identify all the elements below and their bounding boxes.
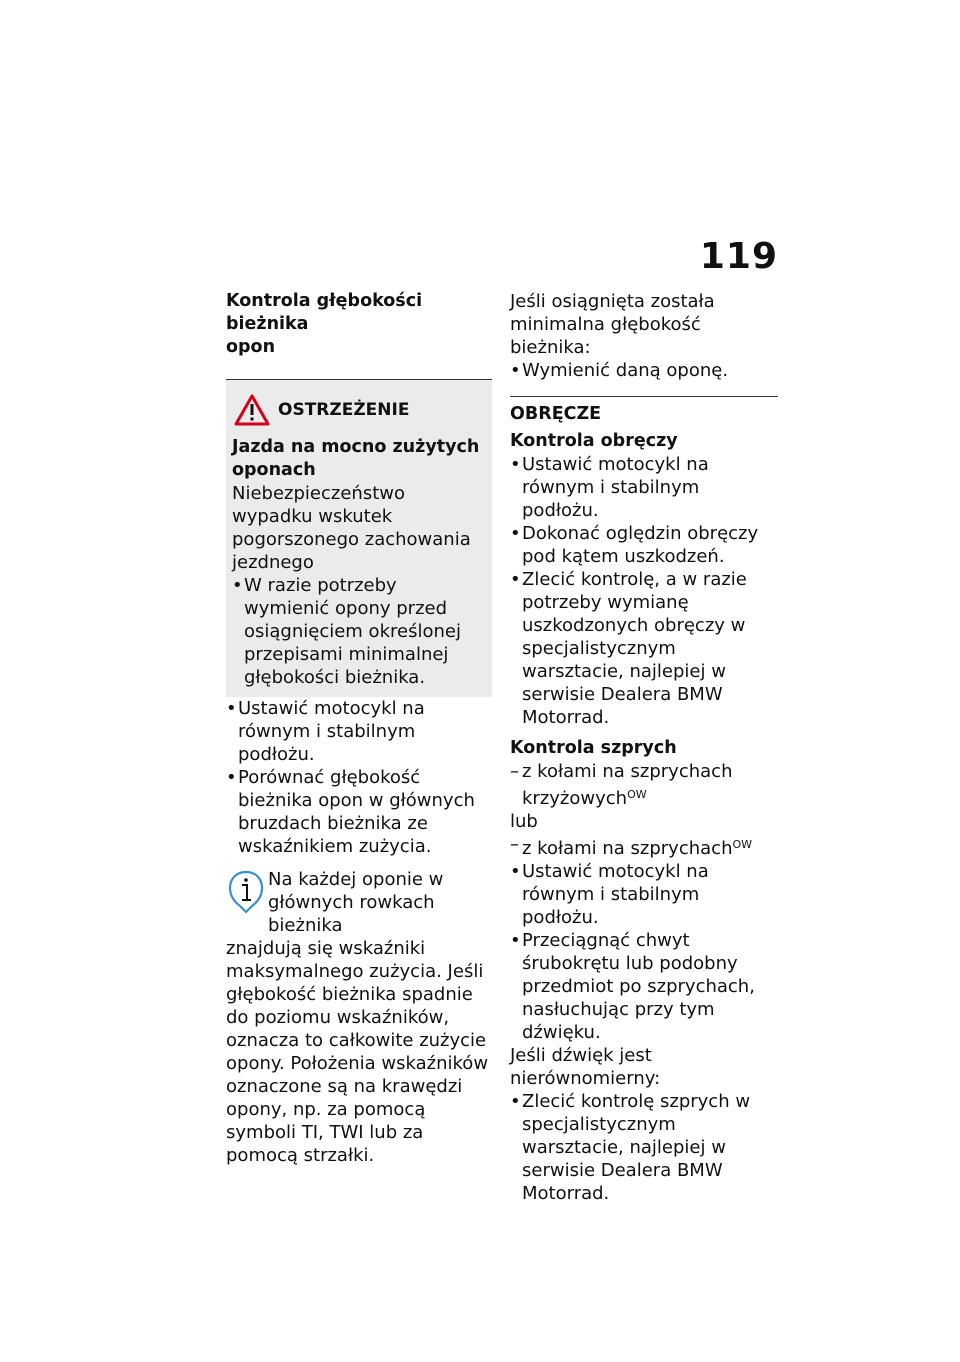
list-item: • Ustawić motocykl na równym i stabilnym podłożu.: [510, 860, 778, 929]
list-item: • Ustawić motocykl na równym i stabilnym podłożu.: [226, 697, 492, 766]
min-depth-condition: Jeśli osiągnięta została minimalna głębokość bieżnika:: [510, 291, 715, 358]
info-note: [226, 868, 492, 1167]
list-item: • W razie potrzeby wymienić opony przed osiągnięciem określonej przepisami minimalnej głębokości bieżnika.: [232, 574, 486, 689]
list-item: • Wymienić daną oponę.: [510, 359, 778, 382]
tread-bullet-list: [226, 697, 492, 858]
rim-bullet-list: [510, 453, 778, 729]
left-column: [226, 290, 492, 1167]
list-item: • Zlecić kontrolę szprych w specjalistycznym warsztacie, najlepiej w serwisie Dealera BMW Motorrad.: [510, 1090, 778, 1205]
warning-header: [232, 394, 486, 426]
spoke-option-list: [510, 760, 778, 810]
replace-bullet-list: [510, 359, 778, 382]
list-item: • Ustawić motocykl na równym i stabilnym podłożu.: [510, 453, 778, 522]
spoke-check-heading: Kontrola szprych: [510, 738, 677, 758]
warning-body: Niebezpieczeństwo wypadku wskutek pogorszonego zachowania jezdnego: [232, 483, 471, 573]
spoke-or: lub: [510, 811, 538, 832]
list-item: • Zlecić kontrolę, a w razie potrzeby wymianę uszkodzonych obręczy w specjalistycznym warsztacie, najlepiej w serwisie Dealera BMW Motorrad.: [510, 568, 778, 729]
section-title-rims: OBRĘCZE: [510, 396, 778, 426]
list-item: • Porównać głębokość bieżnika opon w głównych bruzdach bieżnika ze wskaźnikiem zużycia.: [226, 766, 492, 858]
option-superscript: OW: [627, 788, 647, 801]
section-heading-tread-depth: Kontrola głębokości bieżnika opon: [226, 291, 423, 357]
note-body: znajdują się wskaźniki maksymalnego zużycia. Jeśli głębokość bieżnika spadnie do poziomu wskaźników, oznacza to całkowite zużycie opony. Położenia wskaźników oznaczone są na krawędzi opony, np. za pomocą symboli TI, TWI lub za pomocą strzałki.: [226, 938, 489, 1166]
warning-title: OSTRZEŻENIE: [278, 399, 410, 420]
list-item: • Dokonać oględzin obręczy pod kątem uszkodzeń.: [510, 522, 778, 568]
warning-triangle-icon: [234, 394, 270, 426]
spoke-bullet-list: [510, 860, 778, 1044]
note-first-lines: Na każdej oponie w głównych rowkach bieżnika: [268, 869, 444, 936]
right-column: [510, 290, 778, 1205]
info-icon: [226, 868, 266, 914]
rim-check-heading: Kontrola obręczy: [510, 431, 678, 451]
list-item: – z kołami na szprychach krzyżowych$^{OW}$: [510, 760, 778, 810]
list-item: • Przeciągnąć chwyt śrubokrętu lub podobny przedmiot po szprychach, nasłuchując przy tym dźwięku.: [510, 929, 778, 1044]
spoke-condition: Jeśli dźwięk jest nierównomierny:: [510, 1045, 661, 1089]
list-item: – z kołami na szprychach$^{OW}$: [510, 833, 778, 860]
spoke-option-list-2: [510, 833, 778, 860]
warning-subtitle: Jazda na mocno zużytych oponach: [232, 437, 480, 480]
option-superscript: OW: [732, 838, 753, 851]
page-number: 119: [699, 236, 778, 277]
spoke-condition-bullet-list: [510, 1090, 778, 1205]
warning-bullet-list: [232, 574, 486, 689]
warning-box: [226, 379, 492, 697]
